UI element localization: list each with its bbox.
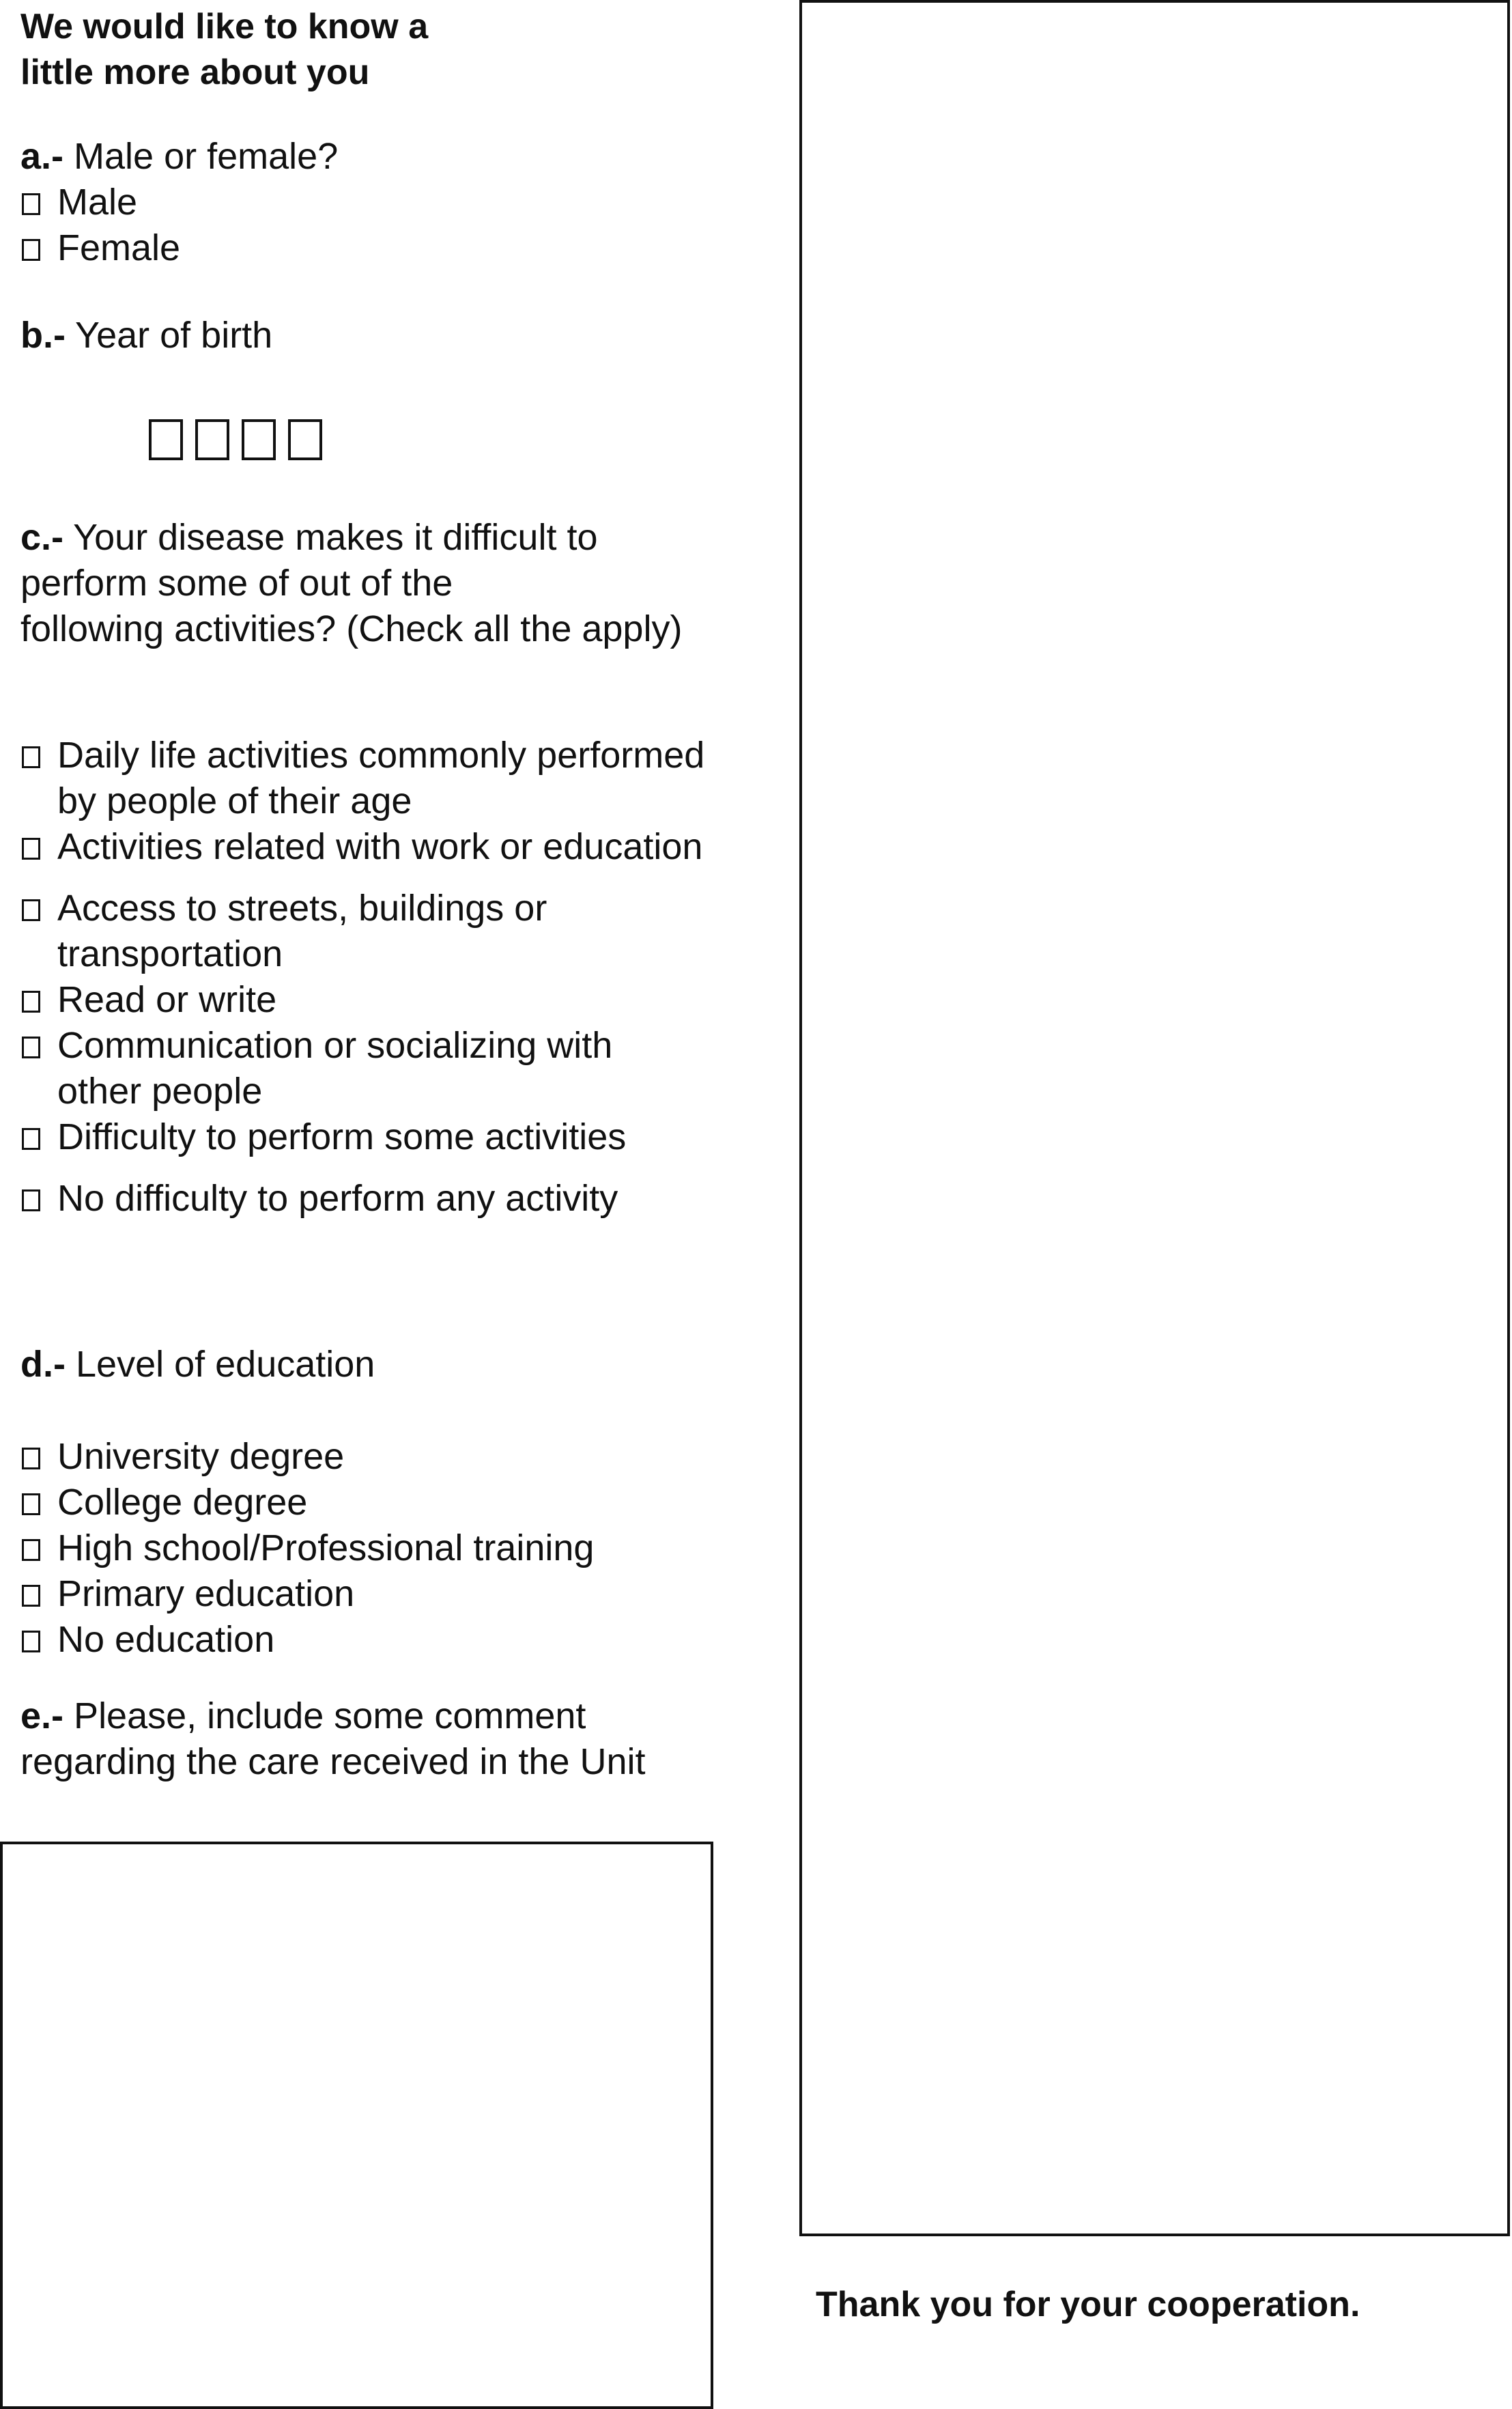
question-a-text: Male or female? [74,136,339,177]
question-b [20,313,272,358]
question-d-text: Level of education [76,1344,375,1385]
option-label: Daily life activities commonly performed [57,735,705,776]
checkbox[interactable] [22,1037,40,1058]
title-line-1: We would like to know a [20,7,429,46]
checkbox[interactable] [22,1128,40,1150]
option-university[interactable] [20,1434,344,1480]
question-c-line-2: perform some of out of the [20,563,453,604]
checkbox[interactable] [22,838,40,860]
question-c [20,515,682,652]
thank-you-note: Thank you for your cooperation. [816,2285,1360,2324]
option-no-difficulty[interactable] [20,1176,618,1222]
option-daily-life[interactable] [20,733,704,824]
checkbox[interactable] [22,1539,40,1561]
option-primary[interactable] [20,1571,354,1617]
option-read-write[interactable] [20,977,276,1023]
question-d-label: d.- [20,1344,66,1385]
option-female[interactable] [20,225,180,271]
option-label: Read or write [57,979,277,1020]
question-c-line-3: following activities? (Check all the apply) [20,608,683,649]
question-e [20,1693,646,1785]
year-digit-box-3[interactable] [242,419,276,460]
question-c-line-1: Your disease makes it difficult to [73,517,598,558]
checkbox[interactable] [22,991,40,1013]
checkbox[interactable] [22,746,40,768]
checkbox[interactable] [22,193,40,215]
option-no-education[interactable] [20,1617,274,1663]
option-label-cont: transportation [57,933,283,974]
question-b-label: b.- [20,315,66,356]
checkbox[interactable] [22,1189,40,1211]
question-b-text: Year of birth [75,315,273,356]
option-label-cont: by people of their age [57,780,412,821]
year-digit-box-1[interactable] [149,419,183,460]
checkbox[interactable] [22,1493,40,1515]
question-c-label: c.- [20,517,64,558]
title-line-2: little more about you [20,53,370,92]
section-title [20,4,428,96]
option-high-school[interactable] [20,1525,594,1571]
option-label-cont: other people [57,1071,263,1112]
checkbox[interactable] [22,1448,40,1469]
question-a [20,134,338,180]
checkbox[interactable] [22,899,40,921]
option-male[interactable] [20,180,137,225]
checkbox[interactable] [22,239,40,261]
year-digit-box-4[interactable] [288,419,322,460]
option-college[interactable] [20,1480,307,1525]
option-label: Access to streets, buildings or [57,888,547,929]
question-e-line-2: regarding the care received in the Unit [20,1741,646,1782]
question-e-label: e.- [20,1695,64,1736]
checkbox[interactable] [22,1585,40,1607]
option-label: Activities related with work or education [57,826,703,867]
year-digit-box-2[interactable] [195,419,229,460]
option-label: High school/Professional training [57,1527,595,1568]
comment-box-continued[interactable] [799,0,1510,2236]
option-label: No difficulty to perform any activity [57,1178,618,1219]
question-e-line-1: Please, include some comment [74,1695,586,1736]
option-work-education[interactable] [20,824,702,870]
option-access[interactable] [20,886,547,977]
question-a-label: a.- [20,136,64,177]
option-label: College degree [57,1482,308,1523]
comment-box[interactable] [0,1842,713,2409]
option-label: University degree [57,1436,345,1477]
option-label: No education [57,1619,275,1660]
option-some-activities[interactable] [20,1114,626,1160]
option-label: Difficulty to perform some activities [57,1116,627,1157]
option-label: Primary education [57,1573,355,1614]
option-label: Male [57,182,138,223]
checkbox[interactable] [22,1631,40,1652]
option-communication[interactable] [20,1023,612,1114]
option-label: Communication or socializing with [57,1025,613,1066]
option-label: Female [57,227,181,268]
question-d [20,1342,375,1387]
